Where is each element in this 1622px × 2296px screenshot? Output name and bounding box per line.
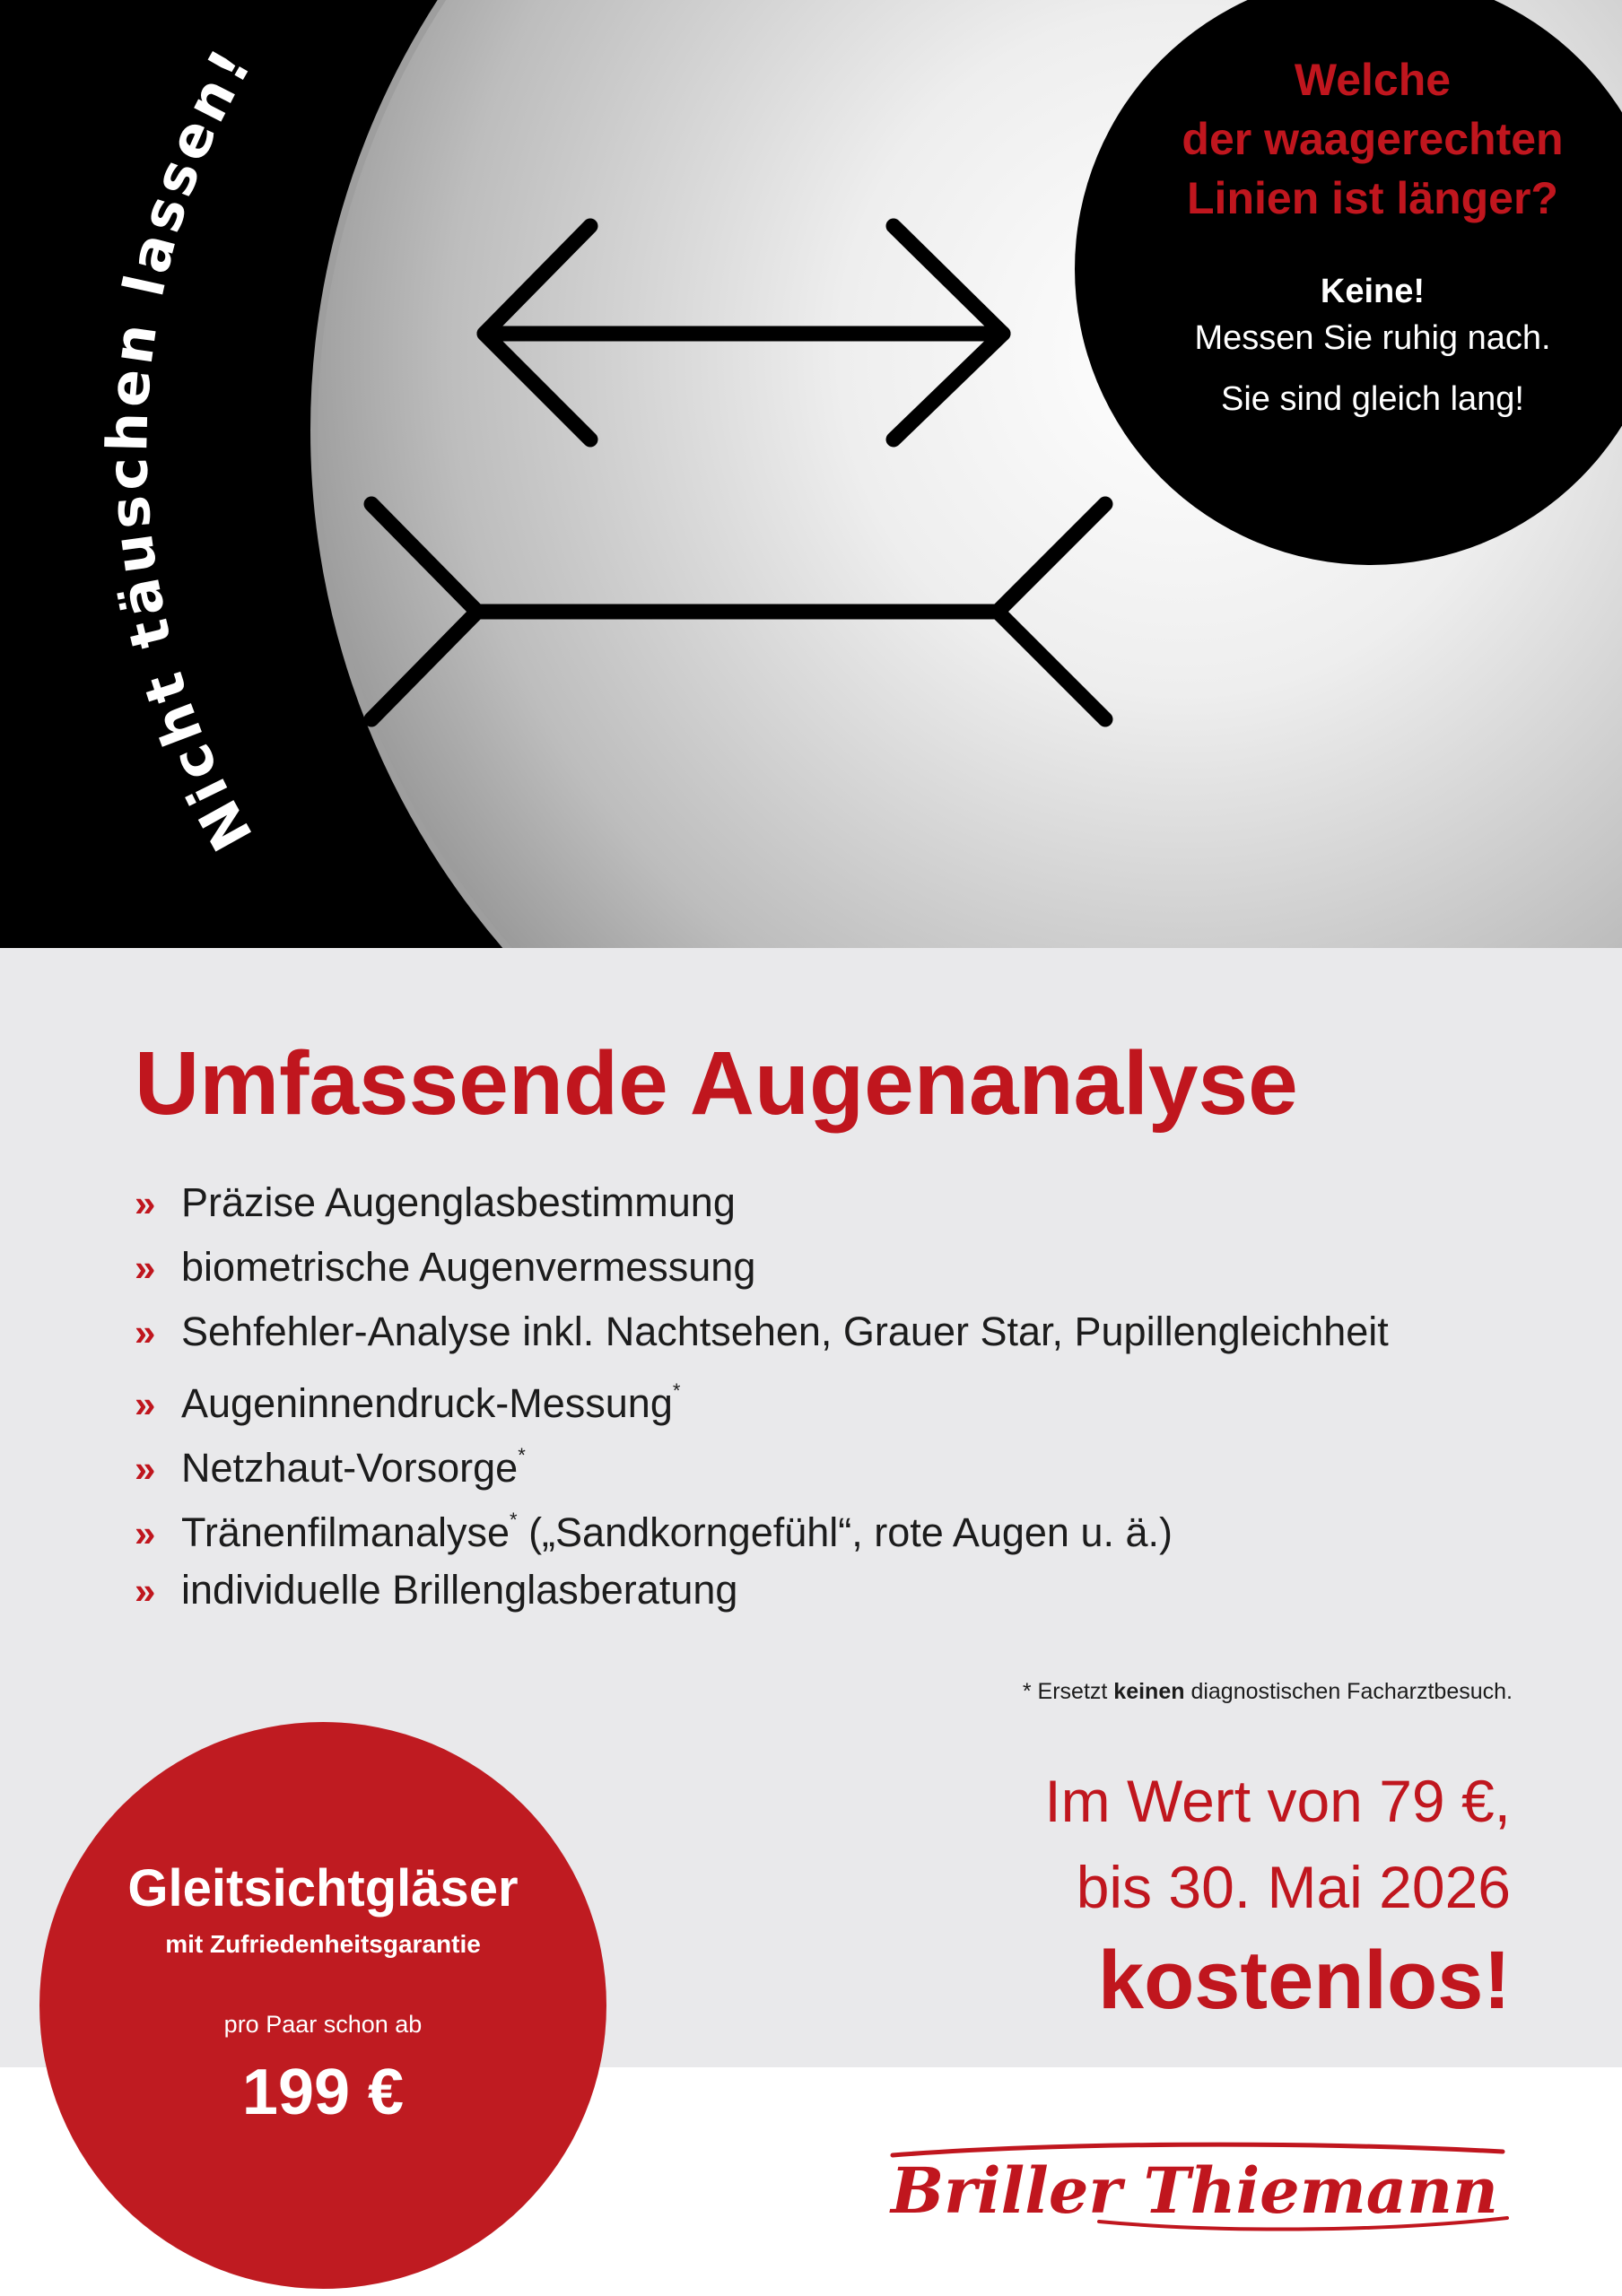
footnote-suffix: diagnostischen Facharztbesuch. [1184, 1679, 1513, 1704]
offer-value: Im Wert von 79 €, [1044, 1768, 1511, 1834]
page-title: Umfassende Augenanalyse [135, 1033, 1298, 1134]
double-chevron-icon: » [135, 1311, 151, 1353]
feature-text: Präzise Augenglasbestimmung [181, 1179, 736, 1225]
answer-headline: Keine! [1320, 273, 1426, 310]
footnote-mark: * [672, 1379, 681, 1402]
list-item [135, 1558, 1389, 1622]
double-chevron-icon: » [135, 1512, 151, 1554]
price-product: Gleitsichtgläser [127, 1859, 519, 1918]
double-chevron-icon: » [135, 1247, 151, 1289]
brand-logo-text: Briller Thiemann [891, 2153, 1498, 2228]
feature-text: Netzhaut-Vorsorge [181, 1445, 519, 1491]
answer-line: Sie sind gleich lang! [1221, 380, 1524, 418]
footnote-mark: * [518, 1444, 526, 1466]
list-item [135, 1170, 1389, 1235]
list-item [135, 1300, 1389, 1364]
double-chevron-icon: » [135, 1383, 151, 1425]
question-line: der waagerechten [1182, 114, 1564, 164]
price-from-label: pro Paar schon ab [223, 2011, 423, 2038]
feature-text: individuelle Brillenglasberatung [181, 1567, 738, 1613]
slogan-curved-text: Nicht täuschen lassen! [94, 34, 266, 862]
price-badge [39, 1722, 606, 2289]
list-item [135, 1493, 1389, 1558]
question-line: Linien ist länger? [1187, 173, 1558, 223]
list-item [135, 1429, 1389, 1493]
offer-deadline: bis 30. Mai 2026 [1076, 1854, 1511, 1920]
feature-list [135, 1170, 1389, 1622]
footnote-prefix: * Ersetzt [1022, 1679, 1114, 1704]
offer-block [1044, 1758, 1511, 2031]
footnote-mark: * [510, 1509, 518, 1531]
double-chevron-icon: » [135, 1182, 151, 1224]
illusion-hero [0, 0, 1622, 948]
feature-text: Sehfehler-Analyse inkl. Nachtsehen, Grauer Star, Pupillengleichheit [181, 1309, 1389, 1354]
offer-free: kostenlos! [1097, 1935, 1511, 2026]
footnote [1023, 1679, 1513, 1705]
double-chevron-icon: » [135, 1448, 151, 1490]
feature-text: Tränenfilmanalyse [181, 1509, 510, 1555]
illusion-question [1139, 50, 1606, 228]
brand-logo [875, 2121, 1521, 2247]
price-guarantee: mit Zufriedenheitsgarantie [165, 1930, 481, 1958]
list-item [135, 1235, 1389, 1300]
feature-text: biometrische Augenvermessung [181, 1244, 756, 1290]
price-value: 199 € [241, 2057, 405, 2128]
answer-line: Messen Sie ruhig nach. [1194, 319, 1551, 357]
list-item [135, 1364, 1389, 1429]
feature-text-suffix: („Sandkorngefühl“, rote Augen u. ä.) [517, 1509, 1173, 1555]
question-line: Welche [1294, 55, 1452, 105]
feature-text: Augeninnendruck-Messung [181, 1380, 673, 1426]
footnote-bold: keinen [1113, 1679, 1185, 1704]
double-chevron-icon: » [135, 1570, 151, 1612]
